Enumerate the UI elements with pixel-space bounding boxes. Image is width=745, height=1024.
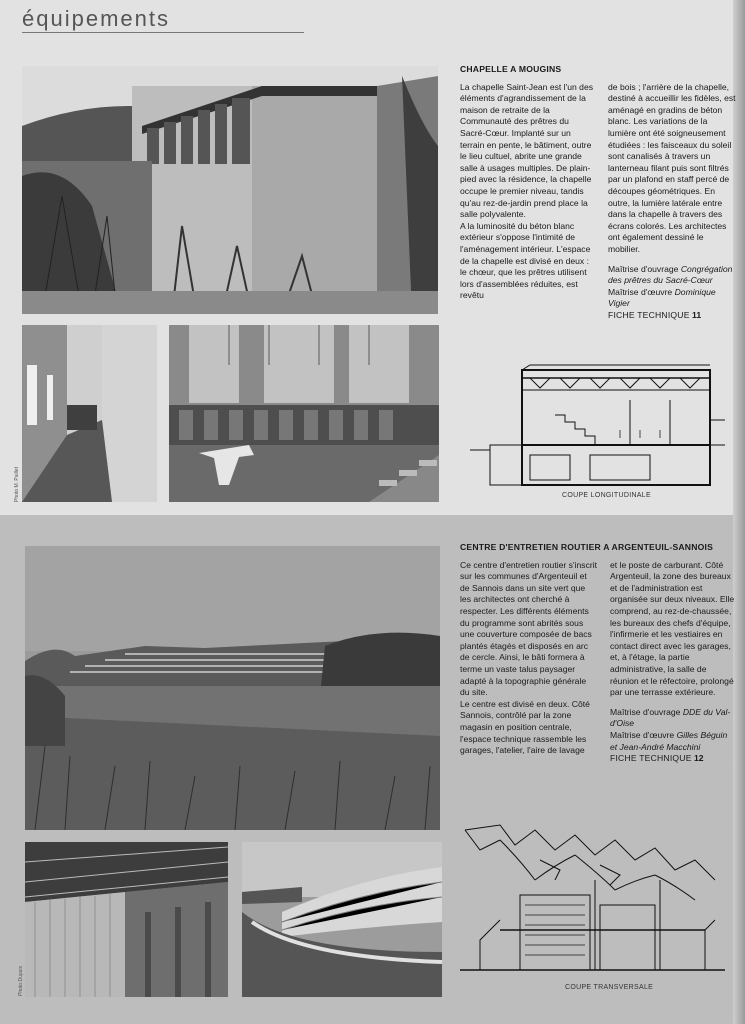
chapel-corridor-photo	[22, 325, 157, 502]
article-chapel-title: CHAPELLE A MOUGINS	[460, 64, 562, 74]
architect-value: Dominique Vigier	[608, 286, 716, 309]
article-chapel	[460, 64, 745, 321]
photo-credit-2: Photo Dupuis	[18, 965, 24, 996]
article-road-center-credits	[610, 707, 736, 765]
architect-label: Maîtrise d'œuvre	[608, 286, 673, 297]
article-road-center	[460, 542, 745, 765]
owner-value: Congrégation des prêtres du Sacré-Cœur	[608, 263, 733, 286]
fiche-number: 11	[692, 309, 702, 320]
article-chapel-para-1: La chapelle Saint-Jean est l'un des éléments d'agrandissement de la maison de retraite de la Communauté des prêtres du Sacré-Cœur. Implanté sur un terrain en pente, le bâtiment, outre le lieu cultuel, abrite une grande salle à usages multiples. De plain-pied avec la résidence, la chapelle occupe le premier niveau, tandis qu'au rez-de-jardin prend place la salle polyvalente.	[460, 81, 594, 220]
article-chapel-credits	[608, 264, 736, 322]
heading-rule	[22, 32, 304, 33]
chapel-exterior-photo	[22, 66, 438, 314]
owner-label-2: Maîtrise d'ouvrage	[610, 706, 681, 717]
article-road-center-para-3: et le poste de carburant. Côté Argenteuil, la zone des bureaux et de l'administration est organisée sur deux niveaux. Elle comprend, au rez-de-chaussée, les bureaux des chefs d'équipe, l'infirmerie et les vestiaires en contact direct avec les garages, et, à l'étage, la partie administrative, la salle de réunion et le réfectoire, prolongé par une terrasse extérieure.	[610, 559, 735, 698]
article-chapel-para-2: A la luminosité du béton blanc extérieur s'oppose l'intimité de l'aménagement intérieur. L'espace de la chapelle est divisé en deux : le chœur, que les prêtres utilisent lors d'assemblées réduites, est revêtu	[460, 220, 591, 301]
photo-credit-1: Photo M. Paillet	[14, 466, 20, 502]
road-center-landscape-photo	[25, 546, 440, 830]
article-chapel-para-3: de bois ; l'arrière de la chapelle, destiné à accueillir les fidèles, est aménagé en gradins de béton blanc. Les variations de la lumière ont été soigneusement étudiées : les faisceaux du soleil sont canalisés à travers un lanterneau filant puis sont filtrés par un plafond en staff percé de découpes géométriques. En outre, la lumière latérale entre dans la chapelle à travers des écrans colorés. Les architectes ont également dessiné le mobilier.	[608, 81, 736, 254]
section-heading: équipements	[22, 6, 170, 31]
architect-value-2: Gilles Béguin et Jean-André Macchini	[610, 729, 728, 752]
architect-label-2: Maîtrise d'œuvre	[610, 729, 675, 740]
article-road-center-para-2: Le centre est divisé en deux. Côté Sannois, contrôlé par la zone magasin en position centrale, l'espace technique rassemble les garages, l'atelier, l'aire de lavage	[460, 698, 590, 756]
caption-longitudinal: COUPE LONGITUDINALE	[562, 492, 651, 499]
chapel-interior-photo	[169, 325, 439, 502]
owner-value-2: DDE du Val-d'Oise	[610, 706, 731, 729]
road-center-garage-photo	[25, 842, 228, 997]
road-center-roof-photo	[242, 842, 442, 997]
fiche-number-2: 12	[694, 753, 704, 764]
article-road-center-para-1: Ce centre d'entretien routier s'inscrit sur les communes d'Argenteuil et de Sannois dans un site vert que les architectes ont cherché à respecter. Les différents éléments du programme sont abrités sous une couverture composée de bacs plantés étagés et disposés en arc de cercle. Ainsi, le bâti formera à terme un vaste talus paysager adapté à la topographie générale du site.	[460, 559, 598, 698]
caption-transverse: COUPE TRANSVERSALE	[565, 984, 654, 991]
fiche-label: FICHE TECHNIQUE	[608, 309, 690, 320]
longitudinal-section-drawing	[470, 360, 725, 490]
fiche-label-2: FICHE TECHNIQUE	[610, 753, 692, 764]
article-road-center-title: CENTRE D'ENTRETIEN ROUTIER A ARGENTEUIL-SANNOIS	[460, 542, 714, 552]
cross-section-drawing	[460, 820, 725, 980]
owner-label: Maîtrise d'ouvrage	[608, 263, 679, 274]
